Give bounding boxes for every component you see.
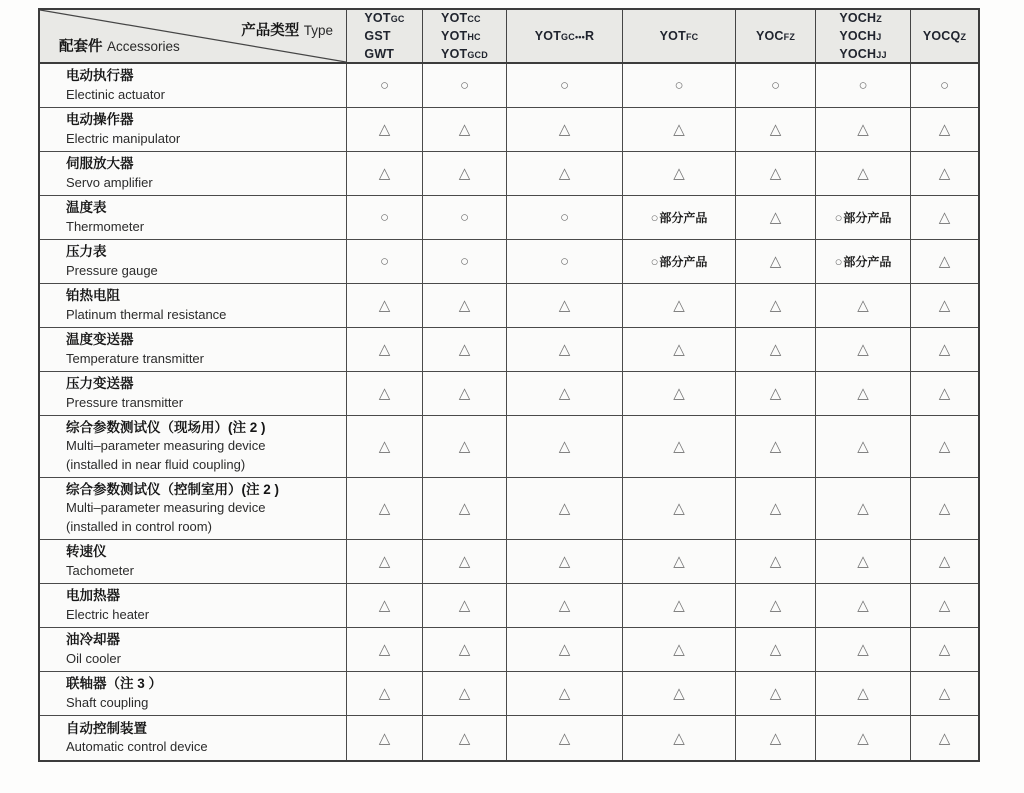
triangle-mark: △ bbox=[346, 416, 422, 477]
triangle-mark: △ bbox=[735, 416, 815, 477]
triangle-mark: △ bbox=[506, 672, 622, 715]
table-row-9 bbox=[40, 416, 978, 478]
circle-partial-mark: ○ 部分产品 bbox=[622, 196, 735, 239]
row-label-en: Thermometer bbox=[66, 218, 145, 234]
table-row-1 bbox=[40, 64, 978, 108]
row-label bbox=[40, 478, 346, 539]
triangle-mark: △ bbox=[815, 416, 910, 477]
table-row-8 bbox=[40, 372, 978, 416]
triangle-mark: △ bbox=[910, 372, 978, 415]
triangle-mark: △ bbox=[735, 328, 815, 371]
row-label-cn: 自动控制装置 bbox=[66, 720, 147, 736]
row-label-en: Electric heater bbox=[66, 606, 150, 622]
triangle-mark: △ bbox=[346, 716, 422, 760]
row-label bbox=[40, 672, 346, 715]
row-label-en: Shaft coupling bbox=[66, 694, 149, 710]
triangle-mark: △ bbox=[735, 540, 815, 583]
triangle-mark: △ bbox=[735, 628, 815, 671]
table-row-3 bbox=[40, 152, 978, 196]
row-label bbox=[40, 716, 346, 760]
row-label bbox=[40, 284, 346, 327]
triangle-mark: △ bbox=[506, 284, 622, 327]
row-label bbox=[40, 240, 346, 283]
row-label-en: Electric manipulator bbox=[66, 130, 181, 146]
row-label-cn: 压力变送器 bbox=[66, 376, 134, 392]
triangle-mark: △ bbox=[346, 372, 422, 415]
triangle-mark: △ bbox=[910, 152, 978, 195]
triangle-mark: △ bbox=[815, 152, 910, 195]
triangle-mark: △ bbox=[422, 328, 506, 371]
triangle-mark: △ bbox=[910, 478, 978, 539]
row-label-cn: 铂热电阻 bbox=[66, 288, 120, 304]
triangle-mark: △ bbox=[506, 372, 622, 415]
row-label bbox=[40, 108, 346, 151]
circle-mark: ○ bbox=[506, 240, 622, 283]
row-label-en: Temperature transmitter bbox=[66, 350, 204, 366]
triangle-mark: △ bbox=[910, 284, 978, 327]
triangle-mark: △ bbox=[910, 540, 978, 583]
partial-products-label: 部分产品 bbox=[659, 255, 708, 269]
triangle-mark: △ bbox=[346, 584, 422, 627]
triangle-mark: △ bbox=[622, 152, 735, 195]
triangle-mark: △ bbox=[735, 240, 815, 283]
triangle-mark: △ bbox=[346, 628, 422, 671]
triangle-mark: △ bbox=[910, 584, 978, 627]
row-label-cn: 伺服放大器 bbox=[66, 156, 134, 172]
triangle-mark: △ bbox=[910, 328, 978, 371]
triangle-mark: △ bbox=[506, 328, 622, 371]
triangle-mark: △ bbox=[422, 540, 506, 583]
triangle-mark: △ bbox=[506, 716, 622, 760]
triangle-mark: △ bbox=[735, 108, 815, 151]
triangle-mark: △ bbox=[910, 240, 978, 283]
table-row-7 bbox=[40, 328, 978, 372]
circle-partial-mark: ○ 部分产品 bbox=[815, 196, 910, 239]
triangle-mark: △ bbox=[622, 284, 735, 327]
triangle-mark: △ bbox=[346, 152, 422, 195]
row-label bbox=[40, 328, 346, 371]
triangle-mark: △ bbox=[346, 328, 422, 371]
row-label-cn: 压力表 bbox=[66, 244, 107, 260]
row-label-cn: 联轴器（注 3 ） bbox=[66, 676, 163, 692]
row-label-cn: 综合参数测试仪（控制室用）(注 2 ) bbox=[66, 482, 280, 498]
row-label-en: (installed in control room) bbox=[66, 518, 212, 534]
triangle-mark: △ bbox=[815, 584, 910, 627]
table-row-6 bbox=[40, 284, 978, 328]
triangle-mark: △ bbox=[735, 284, 815, 327]
circle-mark: ○ bbox=[622, 64, 735, 107]
table-row-11 bbox=[40, 540, 978, 584]
triangle-mark: △ bbox=[422, 372, 506, 415]
triangle-mark: △ bbox=[815, 108, 910, 151]
triangle-mark: △ bbox=[346, 478, 422, 539]
product-type-label: 产品类型 Type bbox=[241, 23, 333, 39]
triangle-mark: △ bbox=[422, 478, 506, 539]
column-header-yocqz: YOCQZ bbox=[910, 10, 978, 62]
triangle-mark: △ bbox=[422, 628, 506, 671]
column-header-yotcc-yothc-yotgcd: YOTCC YOTHC YOTGCD bbox=[422, 10, 506, 62]
row-label-en: (installed in near fluid coupling) bbox=[66, 456, 246, 472]
circle-mark: ○ bbox=[506, 196, 622, 239]
triangle-mark: △ bbox=[735, 672, 815, 715]
triangle-mark: △ bbox=[735, 152, 815, 195]
circle-mark: ○ bbox=[346, 240, 422, 283]
circle-mark: ○ bbox=[910, 64, 978, 107]
triangle-mark: △ bbox=[910, 108, 978, 151]
row-label-en: Electinic actuator bbox=[66, 86, 165, 102]
column-header-yotgc-r: YOTGC•••R bbox=[506, 10, 622, 62]
column-header-yocfz: YOCFZ bbox=[735, 10, 815, 62]
triangle-mark: △ bbox=[346, 540, 422, 583]
triangle-mark: △ bbox=[422, 672, 506, 715]
triangle-mark: △ bbox=[506, 416, 622, 477]
triangle-mark: △ bbox=[422, 284, 506, 327]
triangle-mark: △ bbox=[506, 108, 622, 151]
circle-partial-mark: ○ 部分产品 bbox=[815, 240, 910, 283]
triangle-mark: △ bbox=[422, 716, 506, 760]
triangle-mark: △ bbox=[815, 716, 910, 760]
triangle-mark: △ bbox=[622, 584, 735, 627]
triangle-mark: △ bbox=[622, 628, 735, 671]
row-label bbox=[40, 416, 346, 477]
triangle-mark: △ bbox=[506, 628, 622, 671]
triangle-mark: △ bbox=[815, 284, 910, 327]
triangle-mark: △ bbox=[506, 152, 622, 195]
triangle-mark: △ bbox=[910, 416, 978, 477]
triangle-mark: △ bbox=[622, 672, 735, 715]
triangle-mark: △ bbox=[506, 540, 622, 583]
triangle-mark: △ bbox=[815, 372, 910, 415]
triangle-mark: △ bbox=[622, 328, 735, 371]
row-label bbox=[40, 628, 346, 671]
triangle-mark: △ bbox=[622, 108, 735, 151]
circle-mark: ○ bbox=[346, 64, 422, 107]
table-row-5 bbox=[40, 240, 978, 284]
row-label-cn: 油冷却器 bbox=[66, 632, 120, 648]
table-row-15 bbox=[40, 716, 978, 760]
row-label-en: Multi–parameter measuring device bbox=[66, 500, 266, 516]
row-label-cn: 电加热器 bbox=[66, 588, 120, 604]
triangle-mark: △ bbox=[622, 540, 735, 583]
triangle-mark: △ bbox=[815, 672, 910, 715]
table-header-row bbox=[40, 10, 978, 64]
row-label-en: Pressure gauge bbox=[66, 262, 158, 278]
triangle-mark: △ bbox=[422, 416, 506, 477]
triangle-mark: △ bbox=[622, 416, 735, 477]
triangle-mark: △ bbox=[735, 372, 815, 415]
row-label-en: Automatic control device bbox=[66, 739, 208, 755]
triangle-mark: △ bbox=[735, 716, 815, 760]
triangle-mark: △ bbox=[910, 672, 978, 715]
row-label bbox=[40, 372, 346, 415]
row-label bbox=[40, 584, 346, 627]
row-label-en: Tachometer bbox=[66, 562, 134, 578]
row-label-cn: 综合参数测试仪（现场用）(注 2 ) bbox=[66, 420, 266, 436]
row-label bbox=[40, 196, 346, 239]
triangle-mark: △ bbox=[735, 478, 815, 539]
table-body bbox=[40, 64, 978, 760]
circle-mark: ○ bbox=[346, 196, 422, 239]
row-label-en: Multi–parameter measuring device bbox=[66, 438, 266, 454]
triangle-mark: △ bbox=[622, 716, 735, 760]
table-row-2 bbox=[40, 108, 978, 152]
partial-products-label: 部分产品 bbox=[843, 255, 892, 269]
triangle-mark: △ bbox=[815, 478, 910, 539]
table-row-12 bbox=[40, 584, 978, 628]
row-label-en: Oil cooler bbox=[66, 650, 121, 666]
triangle-mark: △ bbox=[346, 672, 422, 715]
row-label bbox=[40, 540, 346, 583]
triangle-mark: △ bbox=[910, 196, 978, 239]
circle-mark: ○ bbox=[422, 196, 506, 239]
table-corner-cell bbox=[40, 10, 346, 62]
triangle-mark: △ bbox=[815, 328, 910, 371]
accessories-label: 配套件 Accessories bbox=[59, 39, 180, 55]
row-label-cn: 电动执行器 bbox=[66, 68, 134, 84]
partial-products-label: 部分产品 bbox=[659, 211, 708, 225]
triangle-mark: △ bbox=[622, 478, 735, 539]
row-label-en: Servo amplifier bbox=[66, 174, 153, 190]
triangle-mark: △ bbox=[422, 108, 506, 151]
triangle-mark: △ bbox=[735, 196, 815, 239]
row-label-cn: 电动操作器 bbox=[66, 112, 134, 128]
triangle-mark: △ bbox=[735, 584, 815, 627]
triangle-mark: △ bbox=[346, 284, 422, 327]
triangle-mark: △ bbox=[910, 628, 978, 671]
column-header-yochz-yochj-yochjj: YOCHZ YOCHJ YOCHJJ bbox=[815, 10, 910, 62]
triangle-mark: △ bbox=[506, 478, 622, 539]
row-label-en: Pressure transmitter bbox=[66, 394, 184, 410]
accessories-compatibility-table bbox=[38, 8, 980, 762]
triangle-mark: △ bbox=[622, 372, 735, 415]
row-label bbox=[40, 64, 346, 107]
triangle-mark: △ bbox=[815, 540, 910, 583]
circle-mark: ○ bbox=[422, 64, 506, 107]
partial-products-label: 部分产品 bbox=[843, 211, 892, 225]
table-row-13 bbox=[40, 628, 978, 672]
circle-mark: ○ bbox=[815, 64, 910, 107]
table-row-14 bbox=[40, 672, 978, 716]
triangle-mark: △ bbox=[422, 152, 506, 195]
table-row-10 bbox=[40, 478, 978, 540]
circle-mark: ○ bbox=[422, 240, 506, 283]
triangle-mark: △ bbox=[346, 108, 422, 151]
row-label-en: Platinum thermal resistance bbox=[66, 306, 227, 322]
row-label bbox=[40, 152, 346, 195]
row-label-cn: 温度表 bbox=[66, 200, 107, 216]
column-header-yotfc: YOTFC bbox=[622, 10, 735, 62]
circle-partial-mark: ○ 部分产品 bbox=[622, 240, 735, 283]
triangle-mark: △ bbox=[910, 716, 978, 760]
row-label-cn: 温度变送器 bbox=[66, 332, 134, 348]
triangle-mark: △ bbox=[422, 584, 506, 627]
triangle-mark: △ bbox=[506, 584, 622, 627]
column-header-yotgc-gst-gwt: YOTGC GST GWT bbox=[346, 10, 422, 62]
triangle-mark: △ bbox=[815, 628, 910, 671]
table-row-4 bbox=[40, 196, 978, 240]
circle-mark: ○ bbox=[506, 64, 622, 107]
row-label-cn: 转速仪 bbox=[66, 544, 107, 560]
circle-mark: ○ bbox=[735, 64, 815, 107]
